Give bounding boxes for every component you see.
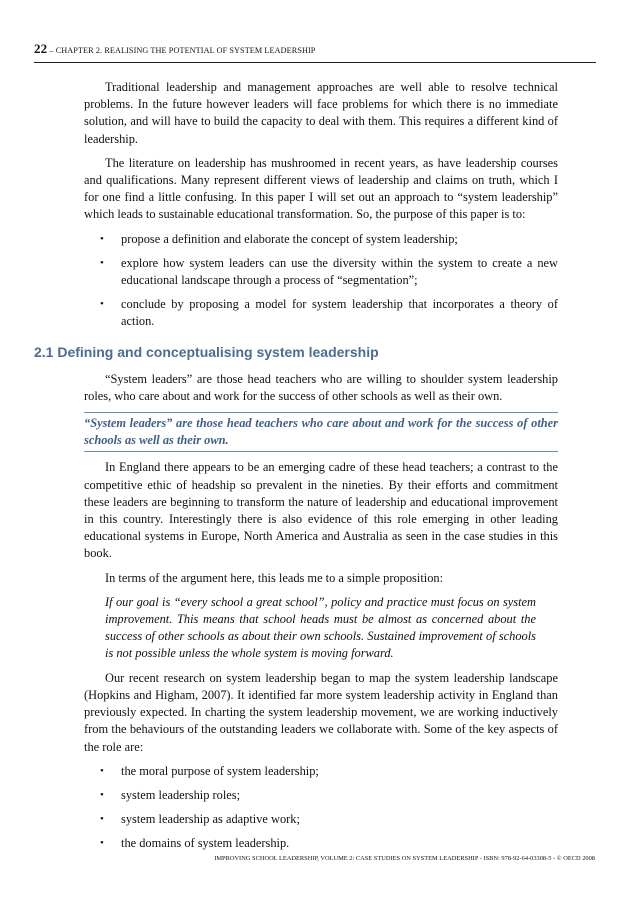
list-item-text: propose a definition and elaborate the concept of system leadership; — [121, 231, 458, 246]
list-item-text: the domains of system leadership. — [121, 836, 290, 851]
bullet-icon: • — [100, 788, 104, 801]
paragraph-research: Our recent research on system leadership began to map the system leadership landscape (Hopkins and Higham, 2007). It identified far more system leadership activity in England than previously expected. In charting the system leadership movement, we are working inductively from the behaviours of the outstanding leaders we collaborate with. Some of the key aspects of the role are: — [84, 670, 558, 754]
list-item-text: conclude by proposing a model for system leadership that incorporates a theory of action. — [121, 297, 558, 329]
list-item — [84, 787, 558, 804]
list-item — [84, 763, 558, 780]
bullet-icon: • — [100, 232, 104, 245]
list-item — [84, 811, 558, 828]
callout-box: “System leaders” are those head teachers who care about and work for the success of other schools as well as their own. — [84, 412, 558, 452]
list-item — [84, 255, 558, 289]
block-quote: If our goal is “every school a great school”, policy and practice must focus on system improvement. This means that school heads must be almost as concerned about the success of other schools as about their own schools. Sustained improvement of schools is not possible unless the whole system is moving forward. — [105, 594, 536, 661]
bullet-icon: • — [100, 298, 104, 311]
bullet-icon: • — [100, 256, 104, 269]
running-title: – CHAPTER 2. REALISING THE POTENTIAL OF SYSTEM LEADERSHIP — [47, 46, 316, 55]
paragraph-england: In England there appears to be an emerging cadre of these head teachers; a contrast to the competitive ethic of headship so prevalent in the nineties. By their efforts and commitment these leaders are beginning to transform the nature of leadership and educational improvement in this country. Interestingly there is also evidence of this role emerging in other leading educational systems in Europe, North America and Australia as seen in the case studies in this book. — [84, 460, 558, 561]
list-item — [84, 835, 558, 852]
list-item-text: explore how system leaders can use the diversity within the system to create a new educational landscape through a process of “segmentation”; — [121, 255, 558, 288]
bullet-icon: • — [100, 764, 104, 777]
paragraph-definition: “System leaders” are those head teachers who are willing to shoulder system leadership roles, who care about and work for the success of other schools as well as their own. — [84, 371, 558, 403]
list-item — [84, 296, 558, 330]
list-item-text: system leadership as adaptive work; — [121, 812, 300, 827]
section-heading: 2.1 Defining and conceptualising system leadership — [34, 343, 379, 360]
aspects-list — [84, 763, 558, 853]
paragraph-literature: The literature on leadership has mushroomed in recent years, as have leadership courses and qualifications. Many represent different views of leadership and claims on truth, which I for one find a little confusing. In this paper I will set out an approach to “system leadership” which leads to sustainable educational transformation. So, the purpose of this paper is to: — [84, 155, 558, 222]
body-text — [34, 79, 558, 860]
page-footer: IMPROVING SCHOOL LEADERSHIP, VOLUME 2: CASE STUDIES ON SYSTEM LEADERSHIP - ISBN: 978-92-64-03308-5 - © OECD 2008 — [214, 855, 595, 862]
running-header — [34, 41, 596, 63]
bullet-icon: • — [100, 837, 104, 850]
paragraph-proposition: In terms of the argument here, this leads me to a simple proposition: — [105, 570, 444, 585]
page-number: 22 — [34, 41, 48, 56]
list-item — [84, 231, 558, 248]
list-item-text: the moral purpose of system leadership; — [121, 763, 319, 778]
paragraph-traditional: Traditional leadership and management approaches are well able to resolve technical problems. In the future however leaders will face problems for which there is no immediate solution, and will have to build the capacity to deal with them. This requires a different kind of leadership. — [84, 80, 558, 146]
list-item-text: system leadership roles; — [121, 787, 241, 802]
bullet-icon: • — [100, 813, 104, 826]
purpose-list — [84, 231, 558, 331]
